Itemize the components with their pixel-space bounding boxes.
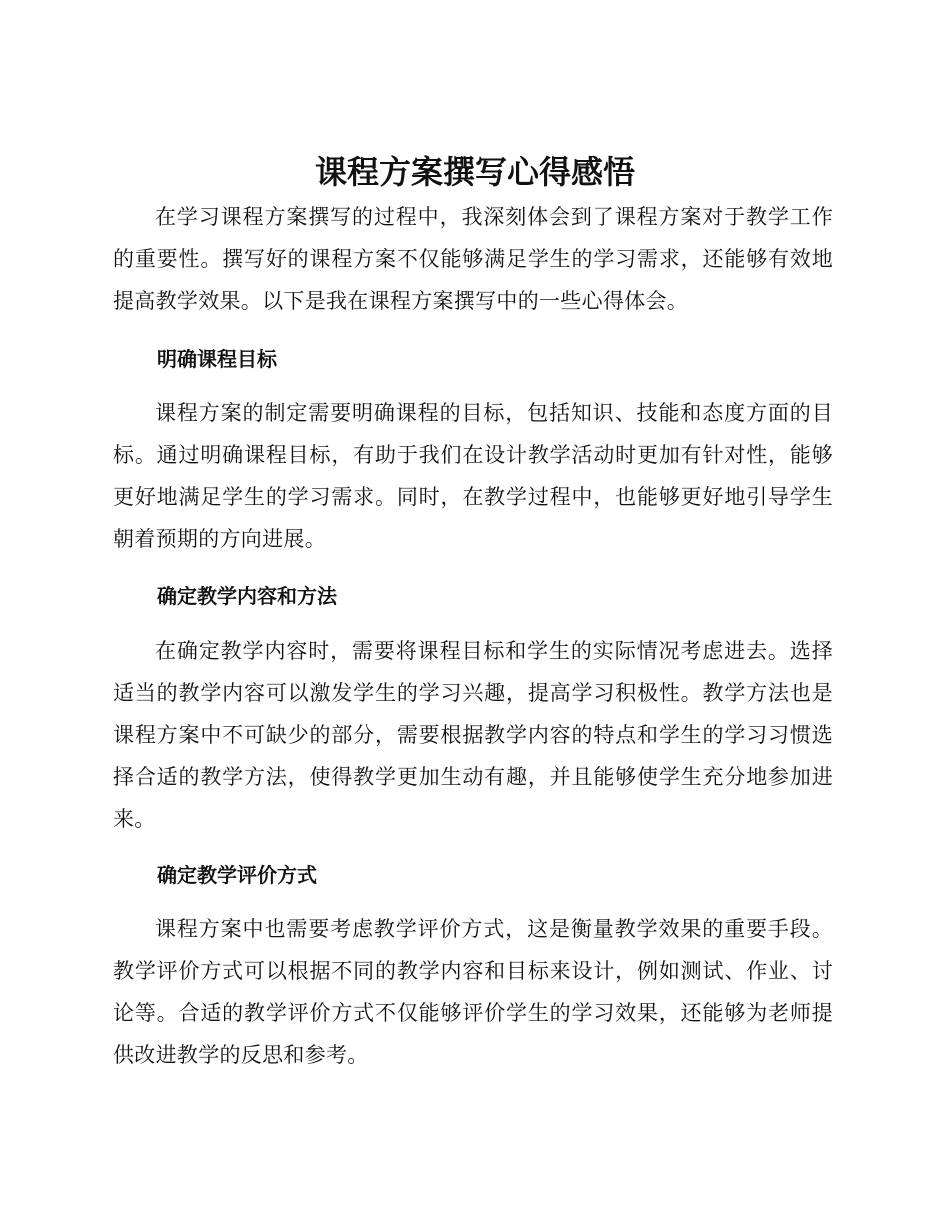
section-body-content-methods: 在确定教学内容时，需要将课程目标和学生的实际情况考虑进去。选择适当的教学内容可以激发学生的学习兴趣，提高学习积极性。教学方法也是课程方案中不可缺少的部分，需要根据教学内容的特点和学生的学习习惯选择合适的教学方法，使得教学更加生动有趣，并且能够使学生充分地参加进来。 [113, 639, 833, 831]
section-body-evaluation: 课程方案中也需要考虑教学评价方式，这是衡量教学效果的重要手段。教学评价方式可以根据不同的教学内容和目标来设计，例如测试、作业、讨论等。合适的教学评价方式不仅能够评价学生的学习效果，还能够为老师提供改进教学的反思和参考。 [113, 917, 833, 1067]
intro-paragraph: 在学习课程方案撰写的过程中，我深刻体会到了课程方案对于教学工作的重要性。撰写好的课程方案不仅能够满足学生的学习需求，还能够有效地提高教学效果。以下是我在课程方案撰写中的一些心得体会。 [113, 205, 833, 313]
section-body-course-goals: 课程方案的制定需要明确课程的目标，包括知识、技能和态度方面的目标。通过明确课程目标，有助于我们在设计教学活动时更加有针对性，能够更好地满足学生的学习需求。同时，在教学过程中，也能够更好地引导学生朝着预期的方向进展。 [113, 401, 833, 551]
section-heading-course-goals: 明确课程目标 [157, 347, 277, 371]
section-heading-content-methods: 确定教学内容和方法 [157, 584, 337, 608]
document-title: 课程方案撰写心得感悟 [314, 153, 635, 191]
section-heading-evaluation: 确定教学评价方式 [157, 863, 317, 887]
